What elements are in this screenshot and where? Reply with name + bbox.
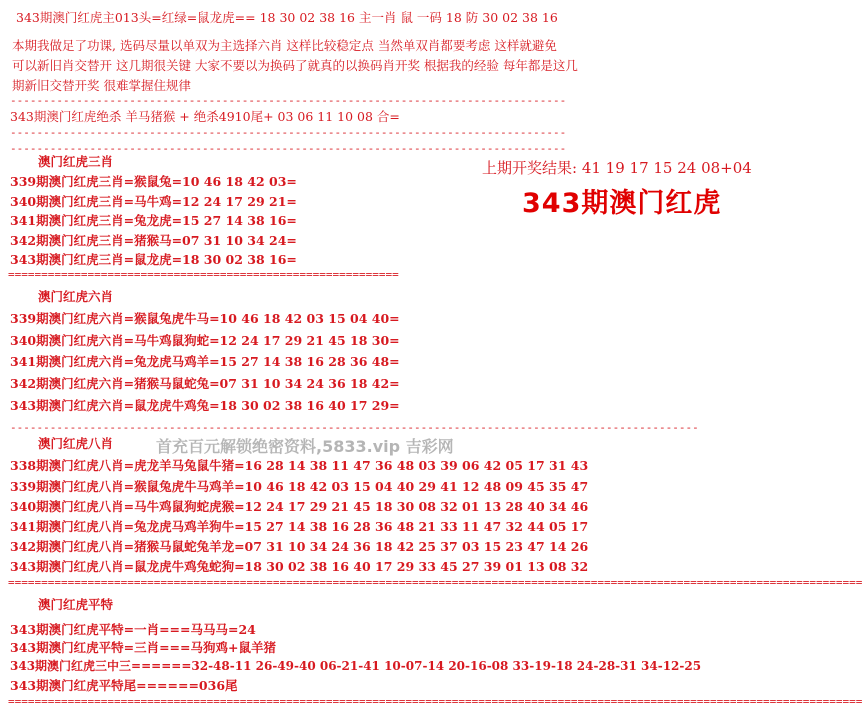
separator: ------------------------------------------------------------------------------------ — [10, 142, 567, 155]
last-result: 上期开奖结果: 41 19 17 15 24 08+04 — [482, 159, 752, 177]
six-row: 342期澳门红虎六肖=猪猴马鼠蛇兔=07 31 10 34 24 36 18 42= — [10, 376, 400, 391]
eight-row: 340期澳门红虎八肖=马牛鸡鼠狗蛇虎猴=12 24 17 29 21 45 18 30 08 32 01 13 28 40 34 46 — [10, 499, 589, 514]
intro-line-3: 期新旧交替开奖 很难掌握住规律 — [12, 78, 191, 93]
eight-row: 342期澳门红虎八肖=猪猴马鼠蛇兔羊龙=07 31 10 34 24 36 18 42 25 37 03 15 23 47 14 26 — [10, 539, 589, 554]
special-row: 343期澳门红虎三中三======32-48-11 26-49-40 06-21-41 10-07-14 20-16-08 33-19-18 24-28-31 34-12-25 — [10, 659, 702, 673]
separator: ------------------------------------------------------------------------------------ — [10, 94, 567, 107]
separator: ================================================================================================================================= — [8, 576, 862, 589]
six-row: 341期澳门红虎六肖=兔龙虎马鸡羊=15 27 14 38 16 28 36 48= — [10, 354, 400, 369]
eight-row: 338期澳门红虎八肖=虎龙羊马兔鼠牛猪=16 28 14 38 11 47 36 48 03 39 06 42 05 17 31 43 — [10, 458, 589, 473]
three-row: 342期澳门红虎三肖=猪猴马=07 31 10 34 24= — [10, 233, 297, 248]
three-row: 340期澳门红虎三肖=马牛鸡=12 24 17 29 21= — [10, 194, 297, 209]
special-row: 343期澳门红虎平特尾======036尾 — [10, 678, 238, 693]
three-row: 343期澳门红虎三肖=鼠龙虎=18 30 02 38 16= — [10, 252, 297, 267]
kill-line: 343期澳门红虎绝杀 羊马猪猴 + 绝杀4910尾+ 03 06 11 10 08 合= — [10, 109, 400, 124]
separator: -------------------------------------------------------------------------------------------------------- — [10, 421, 699, 434]
three-section-title: 澳门红虎三肖 — [38, 154, 114, 169]
special-section-title: 澳门红虎平特 — [38, 597, 114, 612]
separator: ================================================================================================================================= — [8, 695, 862, 708]
three-row: 341期澳门红虎三肖=兔龙虎=15 27 14 38 16= — [10, 213, 297, 228]
intro-line-2: 可以新旧肖交替开 这几期很关键 大家不要以为换码了就真的以换码肖开奖 根据我的经验 每年都是这几 — [12, 58, 578, 73]
special-row: 343期澳门红虎平特=一肖===马马马=24 — [10, 622, 256, 637]
watermark: 首充百元解锁绝密资料,5833.vip 吉彩网 — [156, 437, 454, 456]
separator: ------------------------------------------------------------------------------------ — [10, 126, 567, 139]
header-line: 343期澳门红虎主013头=红绿=鼠龙虎== 18 30 02 38 16 主一肖 鼠 一码 18 防 30 02 38 16 — [16, 10, 558, 25]
six-row: 340期澳门红虎六肖=马牛鸡鼠狗蛇=12 24 17 29 21 45 18 30= — [10, 333, 400, 348]
separator: =========================================================== — [8, 268, 399, 281]
eight-row: 341期澳门红虎八肖=兔龙虎马鸡羊狗牛=15 27 14 38 16 28 36 48 21 33 11 47 32 44 05 17 — [10, 519, 589, 534]
three-row: 339期澳门红虎三肖=猴鼠兔=10 46 18 42 03= — [10, 174, 297, 189]
eight-row: 339期澳门红虎八肖=猴鼠兔虎牛马鸡羊=10 46 18 42 03 15 04 40 29 41 12 48 09 45 35 47 — [10, 479, 589, 494]
six-row: 343期澳门红虎六肖=鼠龙虎牛鸡兔=18 30 02 38 16 40 17 29= — [10, 398, 400, 413]
eight-section-title: 澳门红虎八肖 — [38, 436, 114, 451]
six-section-title: 澳门红虎六肖 — [38, 289, 114, 304]
banner-title: 343期澳门红虎 — [522, 188, 722, 219]
special-row: 343期澳门红虎平特=三肖===马狗鸡+鼠羊猪 — [10, 640, 276, 655]
intro-line-1: 本期我做足了功课, 选码尽量以单双为主选择六肖 这样比较稳定点 当然单双肖都要考虑 这样就避免 — [12, 38, 557, 53]
six-row: 339期澳门红虎六肖=猴鼠兔虎牛马=10 46 18 42 03 15 04 40= — [10, 311, 400, 326]
eight-row: 343期澳门红虎八肖=鼠龙虎牛鸡兔蛇狗=18 30 02 38 16 40 17 29 33 45 27 39 01 13 08 32 — [10, 559, 589, 574]
